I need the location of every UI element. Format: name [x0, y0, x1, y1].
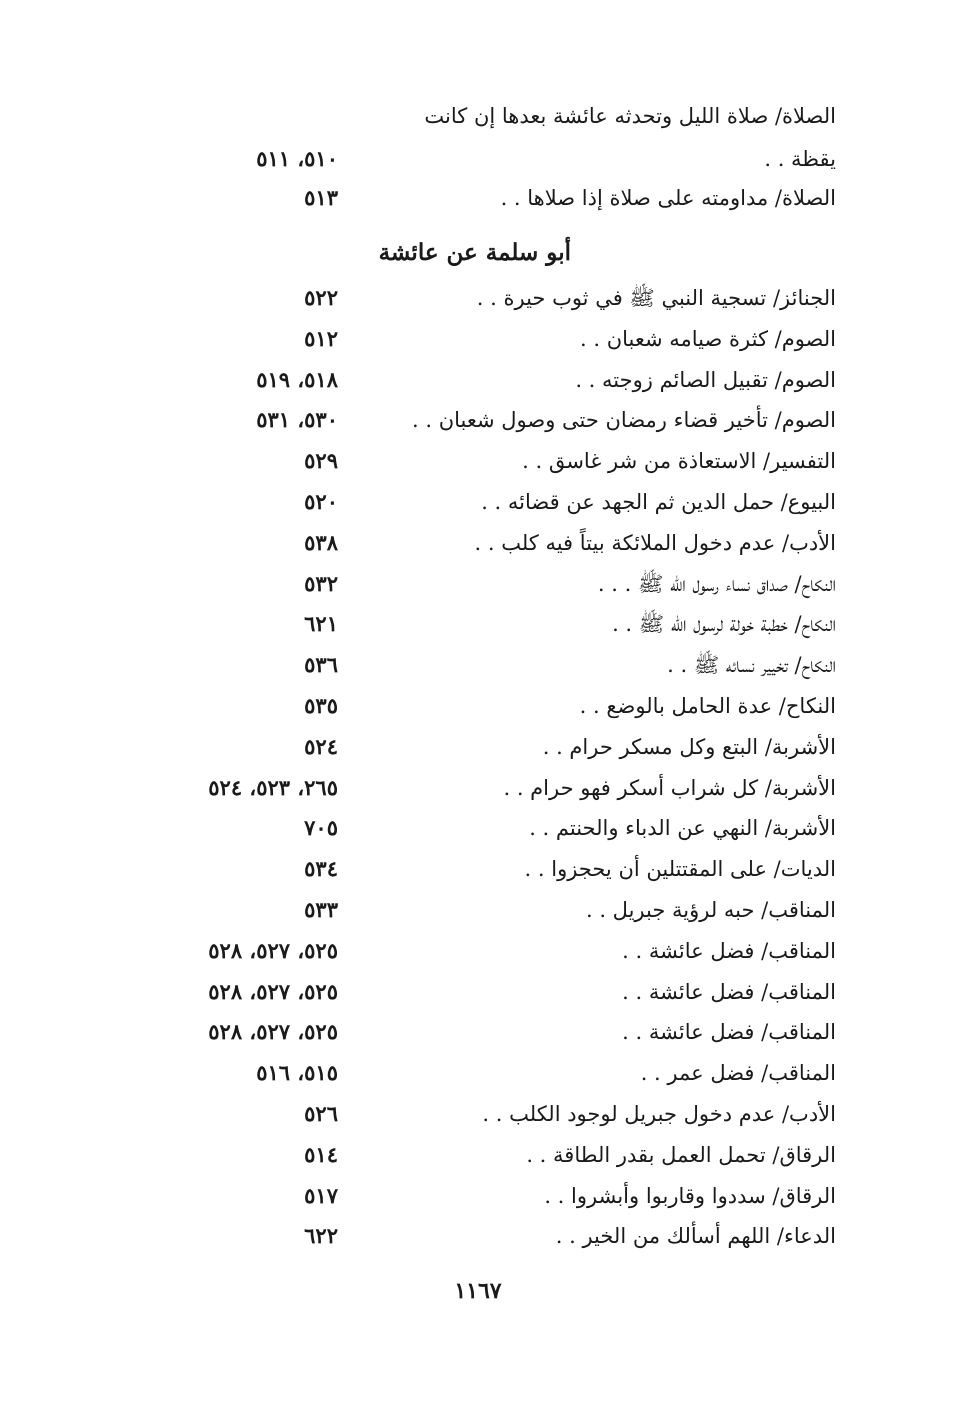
entry-text: المناقب/ فضل عائشة . . [622, 939, 836, 963]
entry-text: التفسير/ الاستعاذة من شر غاسق . . [522, 449, 836, 473]
index-entry [150, 482, 836, 522]
entry-pages: ٥٣٣ [304, 897, 338, 922]
entry-text: المناقب/ فضل عائشة . . [622, 1020, 836, 1044]
index-entry [150, 1012, 836, 1052]
index-entry [150, 686, 836, 726]
entry-pages: ٥١٥، ٥١٦ [256, 1060, 338, 1085]
entry-text: الرقاق/ تحمل العمل بقدر الطاقة . . [526, 1143, 836, 1167]
index-entry [150, 178, 836, 218]
index-entry [150, 278, 836, 318]
entry-pages: ٥٢٥، ٥٢٧، ٥٢٨ [208, 938, 338, 963]
entry-text: البيوع/ حمل الدين ثم الجهد عن قضائه . . [481, 490, 836, 514]
entry-text: المناقب/ فضل عمر . . [640, 1061, 836, 1085]
entry-text: الجنائز/ تسجية النبي ﷺ في ثوب حيرة . . [476, 286, 836, 310]
entry-pages: ٥٣٠، ٥٣١ [256, 407, 338, 432]
entry-text: الرقاق/ سددوا وقاربوا وأبشروا . . [544, 1184, 836, 1208]
index-entry [150, 564, 836, 604]
index-entry [150, 400, 836, 440]
entry-pages: ٥٣٥ [304, 693, 338, 718]
entry-text: الأشربة/ البتع وكل مسكر حرام . . [542, 735, 836, 759]
entry-text: الأدب/ عدم دخول جبريل لوجود الكلب . . [482, 1102, 836, 1126]
entry-text: المناقب/ حبه لرؤية جبريل . . [585, 898, 836, 922]
entry-pages: ٥٢٥، ٥٢٧، ٥٢٨ [208, 1019, 338, 1044]
entry-text: الأدب/ عدم دخول الملائكة بيتاً فيه كلب . . [474, 531, 836, 555]
index-entry [150, 360, 836, 400]
entry-text: الديات/ على المقتتلين أن يحجزوا . . [524, 857, 836, 881]
entry-pages: ٥٣٨ [304, 530, 338, 555]
index-entry [150, 849, 836, 889]
index-entry [150, 808, 836, 848]
index-entry [150, 727, 836, 767]
entry-pages: ٥٢٩ [304, 448, 338, 473]
entry-pages: ٥٢٤ [304, 734, 338, 759]
entry-text: النكاح/ خطبة خولة لرسول الله ﷺ . . [612, 612, 836, 636]
index-entry [150, 931, 836, 971]
entry-pages: ٥٣٢ [304, 571, 338, 596]
entry-text: الدعاء/ اللهم أسألك من الخير . . [555, 1224, 836, 1248]
entry-text: الصلاة/ مداومته على صلاة إذا صلاها . . [500, 186, 836, 210]
index-entry [150, 604, 836, 644]
entry-text: الصوم/ تقبيل الصائم زوجته . . [575, 368, 836, 392]
entry-text: الأشربة/ كل شراب أسكر فهو حرام . . [503, 776, 836, 800]
entry-pages: ٥١٠، ٥١١ [256, 146, 338, 171]
entry-pages: ٥١٤ [304, 1142, 338, 1167]
index-entry [150, 441, 836, 481]
entry-text: النكاح/ تخيير نسائه ﷺ . . [667, 653, 836, 677]
index-entry [150, 1135, 836, 1175]
index-entry [150, 139, 836, 179]
index-entry [150, 1094, 836, 1134]
entry-text: النكاح/ صداق نساء رسول الله ﷺ . . . [597, 572, 836, 596]
entry-pages: ٥٣٤ [304, 856, 338, 881]
entry-pages: ٥١٧ [304, 1183, 338, 1208]
entry-pages: ٥١٨، ٥١٩ [256, 367, 338, 392]
index-entry [150, 890, 836, 930]
entry-text: النكاح/ عدة الحامل بالوضع . . [579, 694, 836, 718]
entry-pages: ٥٢٢ [304, 285, 338, 310]
entry-pages: ٥٢٠ [304, 489, 338, 514]
index-entry [150, 645, 836, 685]
index-entry [150, 972, 836, 1012]
entry-pages: ٥٣٦ [304, 652, 338, 677]
entry-pages: ٦٢٢ [304, 1223, 338, 1248]
index-entry [150, 1216, 836, 1256]
entry-pages: ٥٢٥، ٥٢٧، ٥٢٨ [208, 979, 338, 1004]
section-heading: أبو سلمة عن عائشة [378, 239, 571, 266]
entry-pages: ٥١٣ [304, 185, 338, 210]
entry-pages: ٢٦٥، ٥٢٣، ٥٢٤ [208, 775, 338, 800]
entry-pages: ٥١٢ [304, 326, 338, 351]
entry-text: يقظة . . [764, 147, 836, 171]
entry-pages: ٥٢٦ [304, 1101, 338, 1126]
entry-pages: ٧٠٥ [304, 815, 338, 840]
index-entry [150, 523, 836, 563]
entry-pages: ٦٢١ [304, 611, 338, 636]
entry-text: المناقب/ فضل عائشة . . [622, 980, 836, 1004]
index-entry [150, 768, 836, 808]
index-entry [150, 96, 836, 136]
entry-text: الصوم/ تأخير قضاء رمضان حتى وصول شعبان . . [412, 408, 836, 432]
index-entry [150, 319, 836, 359]
entry-text: الأشربة/ النهي عن الدباء والحنتم . . [529, 816, 836, 840]
entry-text: الصوم/ كثرة صيامه شعبان . . [580, 327, 836, 351]
page-number: ١١٦٧ [454, 1278, 502, 1304]
index-entry [150, 1176, 836, 1216]
entry-text: الصلاة/ صلاة الليل وتحدثه عائشة بعدها إن كانت [424, 104, 836, 128]
index-entry [150, 1053, 836, 1093]
